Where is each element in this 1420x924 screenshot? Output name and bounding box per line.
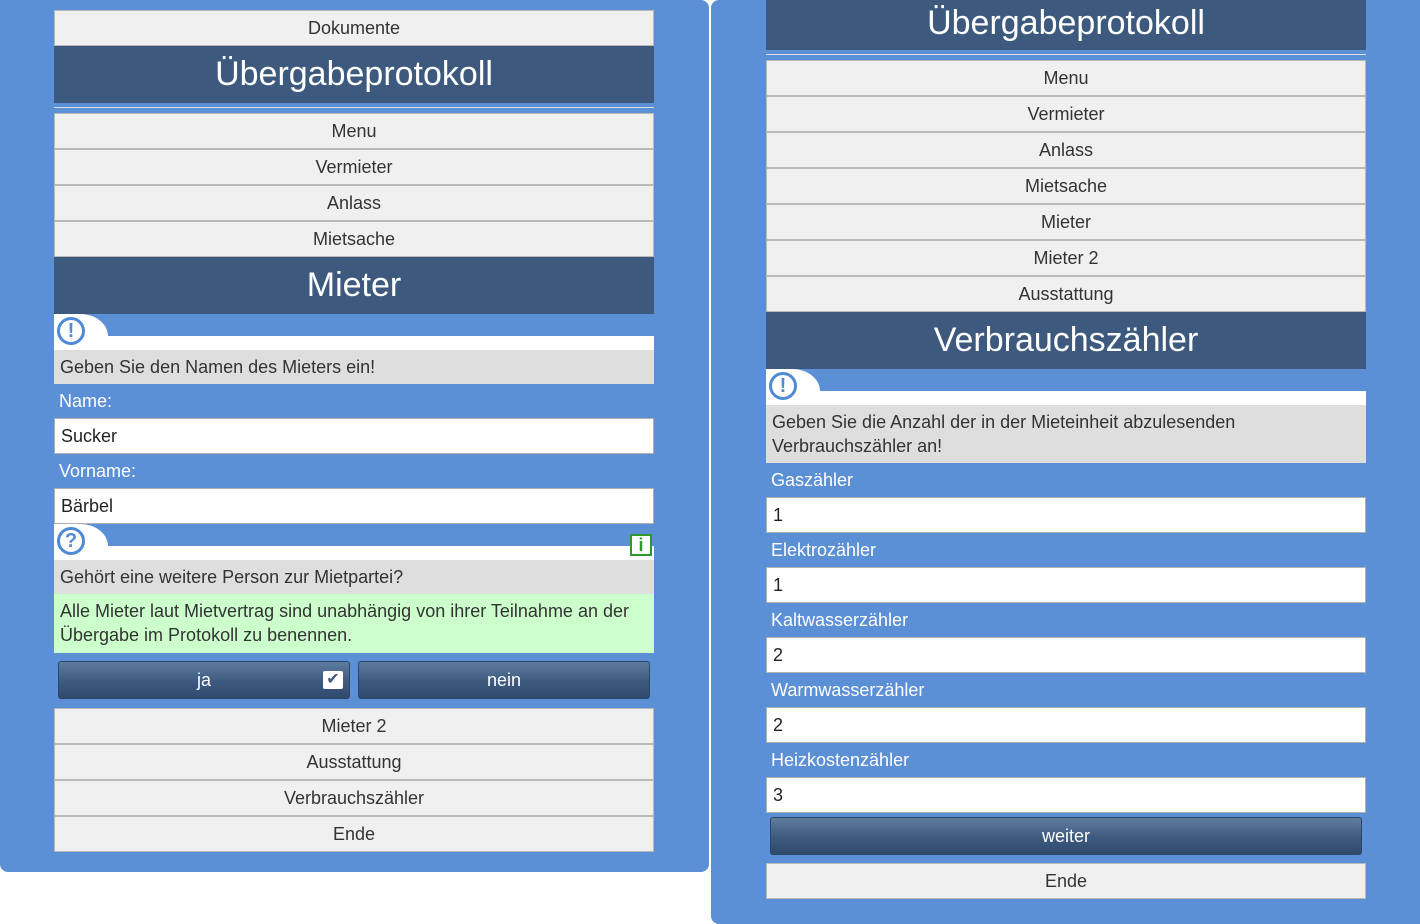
left-panel	[0, 0, 709, 872]
nav-mieter-button[interactable]: Mieter	[766, 204, 1366, 240]
left-column	[54, 10, 654, 852]
kaltwasserzaehler-input[interactable]	[766, 637, 1366, 673]
nav-anlass-button[interactable]: Anlass	[54, 185, 654, 221]
note-header	[54, 314, 654, 350]
nav-menu-button[interactable]: Menu	[766, 60, 1366, 96]
name-label: Name:	[59, 391, 113, 411]
divider	[766, 50, 1366, 60]
instruction-text: Geben Sie den Namen des Mieters ein!	[54, 350, 654, 384]
note-header	[766, 369, 1366, 405]
choice-row	[54, 653, 654, 708]
right-panel	[711, 0, 1420, 924]
weiter-button[interactable]: weiter	[770, 817, 1362, 855]
heizkostenzaehler-label: Heizkostenzähler	[771, 750, 910, 770]
gaszaehler-label: Gaszähler	[771, 470, 854, 490]
question-text: Gehört eine weitere Person zur Mietpartei?	[54, 560, 654, 594]
section-title-mieter: Mieter	[54, 257, 654, 314]
nav-menu-button[interactable]: Menu	[54, 113, 654, 149]
nav-verbrauchszaehler-button[interactable]: Verbrauchszähler	[54, 780, 654, 816]
ja-button[interactable]	[58, 661, 350, 699]
hint-text: Alle Mieter laut Mietvertrag sind unabhängig von ihrer Teilnahme an der Übergabe im Protokoll zu benennen.	[54, 594, 654, 653]
question-circle-icon: ?	[57, 527, 85, 555]
dokumente-button[interactable]: Dokumente	[54, 10, 654, 46]
question-header	[54, 524, 654, 560]
nein-button[interactable]	[358, 661, 650, 699]
instruction-text: Geben Sie die Anzahl der in der Mieteinheit abzulesenden Verbrauchszähler an!	[766, 405, 1366, 463]
vorname-input[interactable]	[54, 488, 654, 524]
nav-vermieter-button[interactable]: Vermieter	[766, 96, 1366, 132]
nein-label: nein	[486, 670, 522, 690]
ja-label: ja	[196, 670, 211, 690]
nav-mietsache-button[interactable]: Mietsache	[54, 221, 654, 257]
checkmark-icon: ✔	[323, 671, 343, 689]
heizkostenzaehler-input[interactable]	[766, 777, 1366, 813]
right-column	[766, 0, 1366, 899]
nav-anlass-button[interactable]: Anlass	[766, 132, 1366, 168]
exclamation-circle-icon: !	[769, 372, 797, 400]
nav-mietsache-button[interactable]: Mietsache	[766, 168, 1366, 204]
nav-ausstattung-button[interactable]: Ausstattung	[766, 276, 1366, 312]
nav-vermieter-button[interactable]: Vermieter	[54, 149, 654, 185]
page-title-right: Übergabeprotokoll	[766, 0, 1366, 50]
nav-ausstattung-button[interactable]: Ausstattung	[54, 744, 654, 780]
section-title-verbrauchszaehler: Verbrauchszähler	[766, 312, 1366, 369]
divider	[54, 103, 654, 113]
nav-ende-button[interactable]: Ende	[54, 816, 654, 852]
page-title: Übergabeprotokoll	[54, 46, 654, 103]
nav-mieter2-button[interactable]: Mieter 2	[766, 240, 1366, 276]
kaltwasserzaehler-label: Kaltwasserzähler	[771, 610, 909, 630]
warmwasserzaehler-label: Warmwasserzähler	[771, 680, 925, 700]
nav-mieter2-button[interactable]: Mieter 2	[54, 708, 654, 744]
warmwasserzaehler-input[interactable]	[766, 707, 1366, 743]
exclamation-circle-icon: !	[57, 317, 85, 345]
info-icon[interactable]: i	[630, 534, 652, 556]
vorname-label: Vorname:	[59, 461, 137, 481]
nav-ende-button[interactable]: Ende	[766, 863, 1366, 899]
elektrozaehler-label: Elektrozähler	[771, 540, 877, 560]
name-input[interactable]	[54, 418, 654, 454]
gaszaehler-input[interactable]	[766, 497, 1366, 533]
elektrozaehler-input[interactable]	[766, 567, 1366, 603]
